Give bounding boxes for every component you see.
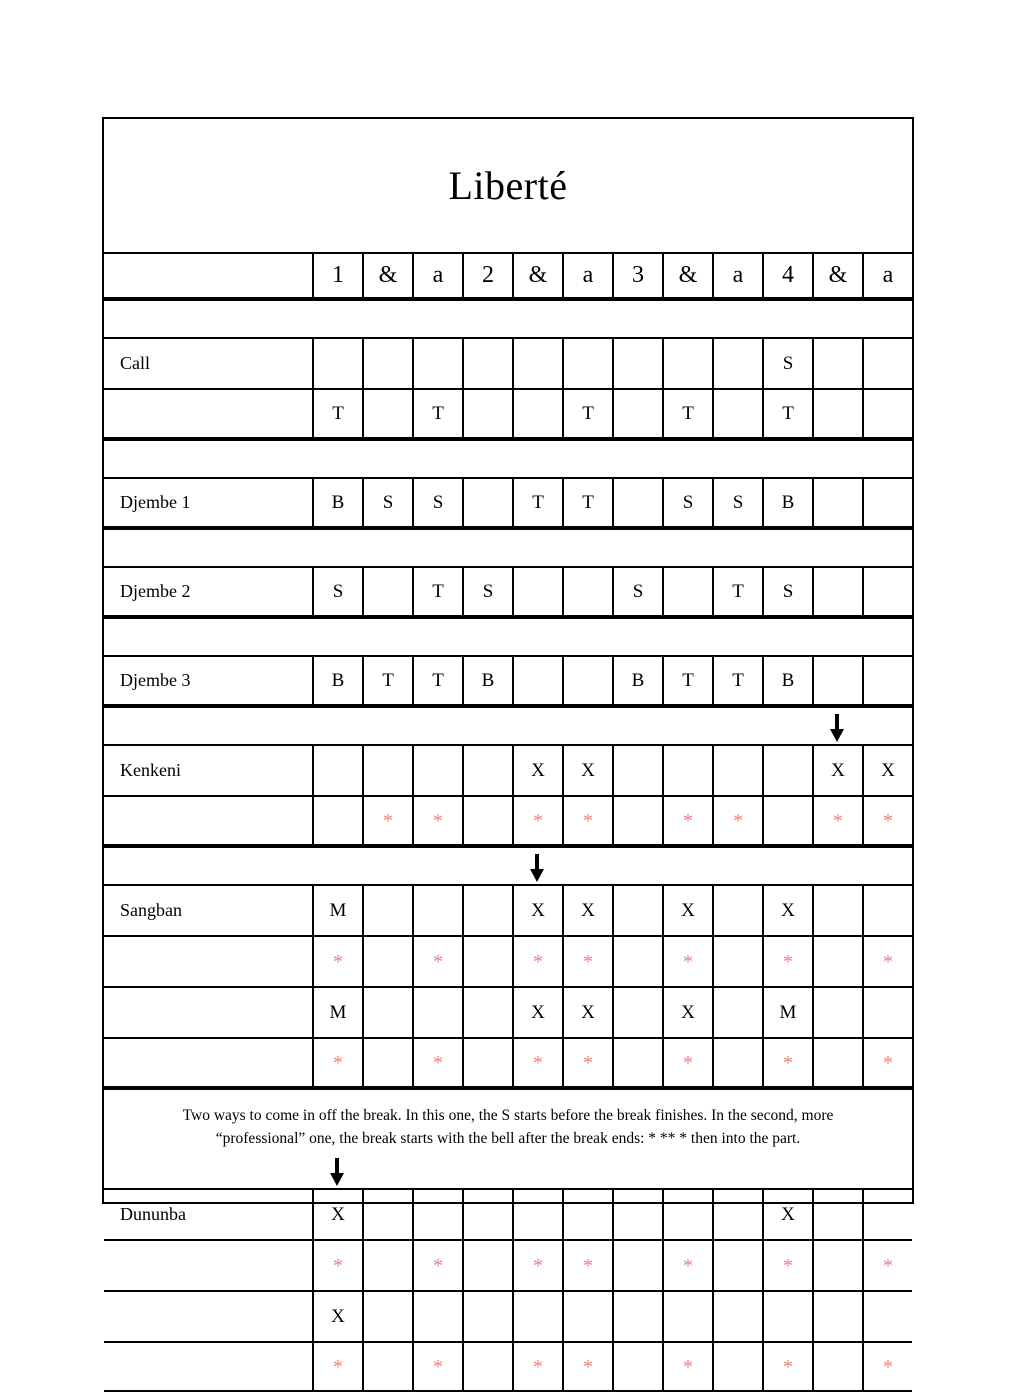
title-block xyxy=(104,119,912,252)
part-label-continuation xyxy=(104,1292,312,1341)
beat-cell[interactable]: X xyxy=(512,746,562,795)
beat-cell[interactable] xyxy=(712,886,762,935)
beat-cell[interactable] xyxy=(412,1241,462,1290)
beat-cell[interactable] xyxy=(762,797,812,844)
bell-accent-icon: * xyxy=(333,1355,343,1378)
beat-header-7: 3 xyxy=(612,254,662,297)
beat-cell[interactable] xyxy=(562,1343,612,1390)
bell-accent-icon: * xyxy=(883,950,893,973)
part-label-kenkeni: Kenkeni xyxy=(120,760,181,780)
bell-accent-icon: * xyxy=(683,950,693,973)
beat-cell[interactable]: S xyxy=(612,568,662,615)
beat-cell[interactable] xyxy=(562,339,612,388)
beat-cell[interactable] xyxy=(462,797,512,844)
beat-cell[interactable]: S xyxy=(312,568,362,615)
bell-accent-icon: * xyxy=(333,950,343,973)
beat-cell[interactable] xyxy=(462,746,512,795)
bell-accent-icon: * xyxy=(433,809,443,832)
beat-cell[interactable] xyxy=(662,339,712,388)
beat-cell[interactable]: M xyxy=(312,886,362,935)
beat-cell[interactable] xyxy=(862,797,912,844)
beat-cell[interactable]: B xyxy=(312,479,362,526)
cue-arrow-dununba xyxy=(327,1156,347,1186)
beat-cell[interactable] xyxy=(762,1343,812,1390)
bell-accent-icon: * xyxy=(433,950,443,973)
part-label-djembe-1: Djembe 1 xyxy=(120,492,191,512)
part-label-dununba: Dununba xyxy=(120,1204,186,1224)
beat-header-10: 4 xyxy=(762,254,812,297)
bell-accent-icon: * xyxy=(683,1051,693,1074)
beat-cell[interactable] xyxy=(462,479,512,526)
spacer-cue-kenkeni xyxy=(104,706,912,744)
beat-cell[interactable]: M xyxy=(762,988,812,1037)
cue-arrow-kenkeni xyxy=(827,712,847,742)
beat-cell[interactable] xyxy=(462,390,512,437)
beat-cell[interactable] xyxy=(712,1343,762,1390)
beat-cell[interactable] xyxy=(812,886,862,935)
notation-row xyxy=(104,1290,912,1341)
beat-cell[interactable]: T xyxy=(412,568,462,615)
beat-cell[interactable] xyxy=(462,1241,512,1290)
beat-cell[interactable] xyxy=(662,937,712,986)
beat-cell[interactable]: T xyxy=(412,657,462,704)
beat-cell[interactable] xyxy=(412,1292,462,1341)
beat-header-5: & xyxy=(512,254,562,297)
beat-cell[interactable] xyxy=(662,1039,712,1086)
beat-cell[interactable]: T xyxy=(712,657,762,704)
beat-cell[interactable] xyxy=(812,479,862,526)
beat-cell[interactable] xyxy=(762,1241,812,1290)
bell-accent-icon: * xyxy=(733,809,743,832)
beat-header-6: a xyxy=(562,254,612,297)
beat-cell[interactable] xyxy=(712,1039,762,1086)
bell-accent-icon: * xyxy=(883,1254,893,1277)
beat-cell[interactable] xyxy=(812,988,862,1037)
beat-cell[interactable] xyxy=(312,746,362,795)
part-label-djembe-3: Djembe 3 xyxy=(120,670,191,690)
beat-cell[interactable] xyxy=(862,568,912,615)
beat-cell[interactable]: T xyxy=(562,479,612,526)
notation-row xyxy=(104,337,912,388)
beat-cell[interactable] xyxy=(612,390,662,437)
beat-header-2: & xyxy=(362,254,412,297)
bell-accent-icon: * xyxy=(333,1254,343,1277)
beat-cell[interactable] xyxy=(462,1039,512,1086)
beat-cell[interactable] xyxy=(612,1039,662,1086)
beat-cell[interactable] xyxy=(862,988,912,1037)
beat-cell[interactable] xyxy=(612,746,662,795)
beat-cell[interactable] xyxy=(362,1241,412,1290)
bell-accent-icon: * xyxy=(783,1355,793,1378)
notation-row xyxy=(104,1188,912,1239)
beat-cell[interactable] xyxy=(662,797,712,844)
bell-accent-icon: * xyxy=(583,809,593,832)
spacer-after-call xyxy=(104,439,912,477)
beat-cell[interactable] xyxy=(662,1292,712,1341)
beat-cell[interactable] xyxy=(512,937,562,986)
beat-cell[interactable] xyxy=(462,988,512,1037)
beat-header-12: a xyxy=(862,254,912,297)
beat-header-8: & xyxy=(662,254,712,297)
beat-cell[interactable] xyxy=(562,1241,612,1290)
beat-cell[interactable] xyxy=(812,568,862,615)
beat-cell[interactable] xyxy=(312,937,362,986)
spacer-after-djembe-2 xyxy=(104,617,912,655)
beat-cell[interactable] xyxy=(862,1241,912,1290)
notation-row xyxy=(104,884,912,935)
bell-accent-icon: * xyxy=(583,1355,593,1378)
beat-cell[interactable] xyxy=(812,937,862,986)
beat-cell[interactable] xyxy=(862,657,912,704)
beat-cell[interactable] xyxy=(612,988,662,1037)
beat-cell[interactable] xyxy=(812,390,862,437)
beat-cell[interactable]: X xyxy=(662,886,712,935)
beat-cell[interactable]: T xyxy=(712,568,762,615)
beat-cell[interactable] xyxy=(412,1039,462,1086)
beat-cell[interactable] xyxy=(662,1190,712,1239)
beat-cell[interactable] xyxy=(412,886,462,935)
score-body xyxy=(104,337,912,1088)
dununba-section xyxy=(104,1188,912,1392)
beat-cell[interactable]: T xyxy=(312,390,362,437)
beat-cell[interactable] xyxy=(612,797,662,844)
beat-cell[interactable] xyxy=(712,390,762,437)
beat-cell[interactable]: X xyxy=(562,886,612,935)
beat-cell[interactable]: X xyxy=(562,746,612,795)
beat-cell[interactable] xyxy=(362,1190,412,1239)
beat-cell[interactable] xyxy=(362,568,412,615)
beat-cell[interactable] xyxy=(612,339,662,388)
beat-cell[interactable]: S xyxy=(762,339,812,388)
beat-cell[interactable] xyxy=(612,479,662,526)
beat-header-row xyxy=(104,252,912,299)
beat-cell[interactable] xyxy=(712,746,762,795)
beat-cell[interactable] xyxy=(512,1190,562,1239)
notation-row xyxy=(104,1341,912,1392)
notation-row xyxy=(104,986,912,1037)
beat-cell[interactable] xyxy=(562,797,612,844)
bell-accent-icon: * xyxy=(533,1254,543,1277)
beat-cell[interactable] xyxy=(562,1190,612,1239)
bell-accent-icon: * xyxy=(533,1051,543,1074)
beat-cell[interactable] xyxy=(462,1292,512,1341)
beat-cell[interactable] xyxy=(812,657,862,704)
beat-cell[interactable] xyxy=(512,390,562,437)
spacer-after-djembe-1 xyxy=(104,528,912,566)
beat-cell[interactable] xyxy=(612,886,662,935)
bell-accent-icon: * xyxy=(783,1051,793,1074)
beat-cell[interactable] xyxy=(662,1343,712,1390)
beat-cell[interactable]: T xyxy=(562,390,612,437)
beat-cell[interactable] xyxy=(512,657,562,704)
page-title: Liberté xyxy=(448,162,568,208)
beat-cell[interactable] xyxy=(812,1292,862,1341)
bell-accent-icon: * xyxy=(383,809,393,832)
bell-accent-icon: * xyxy=(333,1051,343,1074)
beat-cell[interactable] xyxy=(662,1241,712,1290)
beat-cell[interactable] xyxy=(612,937,662,986)
beat-cell[interactable]: X xyxy=(812,746,862,795)
beat-header-1: 1 xyxy=(312,254,362,297)
beat-cell[interactable] xyxy=(412,937,462,986)
beat-cell[interactable] xyxy=(362,797,412,844)
beat-cell[interactable]: X xyxy=(312,1190,362,1239)
cue-arrow-sangban xyxy=(527,852,547,882)
beat-cell[interactable]: X xyxy=(862,746,912,795)
beat-cell[interactable] xyxy=(662,568,712,615)
beat-cell[interactable] xyxy=(662,746,712,795)
beat-cell[interactable] xyxy=(712,339,762,388)
beat-cell[interactable] xyxy=(312,339,362,388)
beat-cell[interactable] xyxy=(362,937,412,986)
beat-cell[interactable] xyxy=(562,937,612,986)
notation-row xyxy=(104,655,912,706)
beat-cell[interactable] xyxy=(312,1241,362,1290)
beat-cell[interactable]: S xyxy=(412,479,462,526)
beat-cell[interactable] xyxy=(462,937,512,986)
beat-cell[interactable] xyxy=(512,1343,562,1390)
beat-cell[interactable] xyxy=(862,937,912,986)
beat-cell[interactable] xyxy=(512,1039,562,1086)
beat-cell[interactable] xyxy=(312,1343,362,1390)
beat-cell[interactable] xyxy=(462,339,512,388)
notation-row xyxy=(104,795,912,846)
beat-cell[interactable] xyxy=(462,1190,512,1239)
beat-cell[interactable] xyxy=(712,797,762,844)
note-line-2: “professional” one, the break starts with the bell after the break ends: * ** * then into the part. xyxy=(215,1130,801,1148)
beat-cell[interactable]: T xyxy=(662,390,712,437)
part-label-continuation xyxy=(104,1343,312,1390)
beat-cell[interactable] xyxy=(862,1190,912,1239)
beat-cell[interactable] xyxy=(862,339,912,388)
part-label-sangban: Sangban xyxy=(120,900,182,920)
part-label-continuation xyxy=(104,390,312,437)
beat-cell[interactable] xyxy=(412,1190,462,1239)
part-label-continuation xyxy=(104,1039,312,1086)
beat-cell[interactable]: S xyxy=(762,568,812,615)
beat-cell[interactable] xyxy=(712,937,762,986)
beat-cell[interactable] xyxy=(462,1343,512,1390)
beat-cell[interactable]: X xyxy=(662,988,712,1037)
bell-accent-icon: * xyxy=(533,1355,543,1378)
beat-cell[interactable] xyxy=(362,390,412,437)
beat-cell[interactable] xyxy=(512,339,562,388)
part-label-call: Call xyxy=(120,353,150,373)
beat-cell[interactable] xyxy=(512,568,562,615)
beat-cell[interactable] xyxy=(712,1190,762,1239)
beat-header-11: & xyxy=(812,254,862,297)
beat-cell[interactable] xyxy=(412,746,462,795)
part-label-continuation xyxy=(104,937,312,986)
beat-cell[interactable] xyxy=(362,988,412,1037)
part-label-djembe-2: Djembe 2 xyxy=(120,581,191,601)
beat-cell[interactable]: B xyxy=(612,657,662,704)
beat-cell[interactable] xyxy=(862,1039,912,1086)
beat-cell[interactable]: B xyxy=(762,479,812,526)
beat-cell[interactable] xyxy=(862,1292,912,1341)
beat-cell[interactable]: S xyxy=(462,568,512,615)
beat-cell[interactable] xyxy=(712,988,762,1037)
beat-cell[interactable] xyxy=(812,1343,862,1390)
bell-accent-icon: * xyxy=(583,1254,593,1277)
bell-accent-icon: * xyxy=(883,1355,893,1378)
beat-cell[interactable]: T xyxy=(762,390,812,437)
beat-header-9: a xyxy=(712,254,762,297)
beat-cell[interactable]: B xyxy=(312,657,362,704)
beat-cell[interactable] xyxy=(812,1190,862,1239)
beat-cell[interactable] xyxy=(412,339,462,388)
beat-cell[interactable]: T xyxy=(662,657,712,704)
part-label-continuation xyxy=(104,797,312,844)
beat-cell[interactable] xyxy=(712,1292,762,1341)
bell-accent-icon: * xyxy=(433,1051,443,1074)
bell-accent-icon: * xyxy=(533,809,543,832)
beat-cell[interactable]: B xyxy=(762,657,812,704)
beat-cell[interactable] xyxy=(362,746,412,795)
notation-row xyxy=(104,935,912,986)
beat-cell[interactable] xyxy=(812,797,862,844)
bell-accent-icon: * xyxy=(433,1355,443,1378)
beat-cell[interactable] xyxy=(312,797,362,844)
beat-cell[interactable] xyxy=(412,797,462,844)
bell-accent-icon: * xyxy=(683,1254,693,1277)
spacer-after-header xyxy=(104,299,912,337)
bell-accent-icon: * xyxy=(833,809,843,832)
beat-cell[interactable] xyxy=(762,1039,812,1086)
beat-cell[interactable] xyxy=(812,1039,862,1086)
beat-header-4: 2 xyxy=(462,254,512,297)
beat-cell[interactable]: X xyxy=(312,1292,362,1341)
beat-cell[interactable] xyxy=(812,339,862,388)
notation-row xyxy=(104,566,912,617)
bell-accent-icon: * xyxy=(783,1254,793,1277)
beat-cell[interactable] xyxy=(862,479,912,526)
bell-accent-icon: * xyxy=(583,1051,593,1074)
beat-cell[interactable] xyxy=(312,1039,362,1086)
beat-cell[interactable] xyxy=(612,1292,662,1341)
beat-cell[interactable]: M xyxy=(312,988,362,1037)
beat-cell[interactable]: T xyxy=(412,390,462,437)
beat-cell[interactable]: X xyxy=(762,1190,812,1239)
bell-accent-icon: * xyxy=(783,950,793,973)
beat-cell[interactable]: X xyxy=(512,886,562,935)
part-label-continuation xyxy=(104,988,312,1037)
beat-cell[interactable]: X xyxy=(562,988,612,1037)
beat-cell[interactable] xyxy=(862,1343,912,1390)
beat-cell[interactable]: T xyxy=(362,657,412,704)
bell-accent-icon: * xyxy=(883,809,893,832)
beat-cell[interactable]: S xyxy=(712,479,762,526)
beat-cell[interactable] xyxy=(762,746,812,795)
notation-row xyxy=(104,1239,912,1290)
notation-row xyxy=(104,388,912,439)
beat-cell[interactable] xyxy=(412,988,462,1037)
beat-cell[interactable] xyxy=(462,886,512,935)
beat-cell[interactable] xyxy=(712,1241,762,1290)
score-sheet xyxy=(102,117,914,1378)
note-line-1: Two ways to come in off the break. In this one, the S starts before the break finishes. In the second, more xyxy=(182,1107,834,1124)
beat-cell[interactable] xyxy=(562,1039,612,1086)
beat-cell[interactable] xyxy=(612,1241,662,1290)
beat-cell[interactable] xyxy=(412,1343,462,1390)
beat-cell[interactable]: S xyxy=(362,479,412,526)
beat-cell[interactable] xyxy=(562,1292,612,1341)
beat-cell[interactable]: S xyxy=(662,479,712,526)
beat-header-label xyxy=(104,254,312,297)
beat-header-3: a xyxy=(412,254,462,297)
bell-accent-icon: * xyxy=(683,809,693,832)
beat-cell[interactable] xyxy=(762,937,812,986)
notation-row xyxy=(104,477,912,528)
beat-cell[interactable] xyxy=(612,1343,662,1390)
bell-accent-icon: * xyxy=(883,1051,893,1074)
beat-cell[interactable]: X xyxy=(762,886,812,935)
bell-accent-icon: * xyxy=(583,950,593,973)
beat-cell[interactable] xyxy=(512,797,562,844)
beat-cell[interactable] xyxy=(362,339,412,388)
bell-accent-icon: * xyxy=(683,1355,693,1378)
notation-row xyxy=(104,744,912,795)
beat-cell[interactable] xyxy=(812,1241,862,1290)
beat-cell[interactable] xyxy=(612,1190,662,1239)
beat-cell[interactable] xyxy=(562,568,612,615)
beat-cell[interactable] xyxy=(362,1039,412,1086)
beat-cell[interactable] xyxy=(512,1241,562,1290)
beat-cell[interactable] xyxy=(362,1343,412,1390)
beat-cell[interactable]: T xyxy=(512,479,562,526)
bell-accent-icon: * xyxy=(433,1254,443,1277)
beat-cell[interactable] xyxy=(862,390,912,437)
beat-cell[interactable] xyxy=(562,657,612,704)
performance-note xyxy=(104,1088,912,1188)
beat-cell[interactable] xyxy=(362,1292,412,1341)
beat-cell[interactable] xyxy=(862,886,912,935)
beat-cell[interactable] xyxy=(762,1292,812,1341)
beat-cell[interactable] xyxy=(512,1292,562,1341)
spacer-cue-sangban xyxy=(104,846,912,884)
beat-cell[interactable]: X xyxy=(512,988,562,1037)
part-label-continuation xyxy=(104,1241,312,1290)
bell-accent-icon: * xyxy=(533,950,543,973)
beat-cell[interactable] xyxy=(362,886,412,935)
notation-row xyxy=(104,1037,912,1088)
beat-cell[interactable]: B xyxy=(462,657,512,704)
